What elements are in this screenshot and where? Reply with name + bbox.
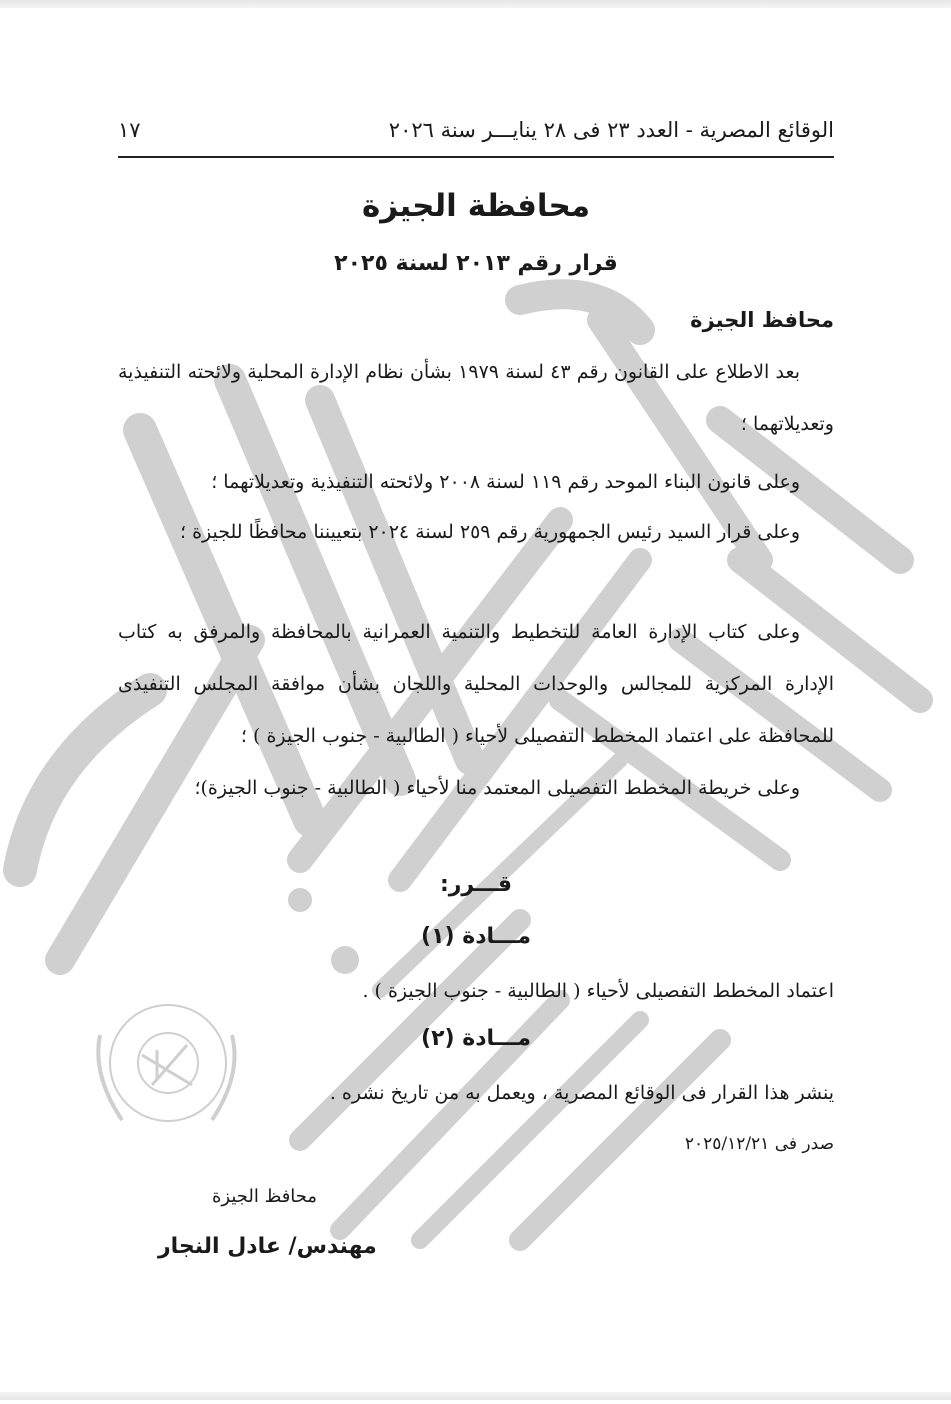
preamble-paragraph: [118, 506, 834, 558]
preamble-paragraph: [118, 606, 834, 762]
signature-name: مهندس/ عادل النجار: [158, 1234, 377, 1259]
gazette-page: [118, 0, 834, 1400]
article-2-text: ينشر هذا القرار فى الوقائع المصرية ، ويعمل به من تاريخ نشره .: [329, 1082, 834, 1104]
preamble-paragraph: [118, 346, 834, 450]
page-number: ١٧: [118, 118, 141, 142]
preamble-text: وعلى خريطة المخطط التفصيلى المعتمد منا لأحياء ( الطالبية - جنوب الجيزة)؛: [194, 777, 800, 799]
preamble-paragraph: [118, 762, 834, 814]
issuer-heading: محافظ الجيزة: [690, 308, 834, 332]
article-1-heading: مـــادة (١): [421, 924, 531, 949]
preamble-paragraph: [118, 456, 834, 508]
preamble-text: وعلى كتاب الإدارة العامة للتخطيط والتنمية العمرانية بالمحافظة والمرفق به كتاب الإدارة المركزية للمجالس والوحدات المحلية واللجان بشأن موافقة المجلس التنفيذى للمحافظة على اعتماد المخطط التفصيلى لأحياء ( الطالبية - جنوب الجيزة ) ؛: [118, 621, 834, 747]
article-1-text: اعتماد المخطط التفصيلى لأحياء ( الطالبية - جنوب الجيزة ) .: [362, 980, 834, 1002]
preamble-text: وعلى قرار السيد رئيس الجمهورية رقم ٢٥٩ لسنة ٢٠٢٤ بتعييننا محافظًا للجيزة ؛: [180, 521, 800, 543]
gazette-header: [118, 116, 834, 158]
decided-heading: قـــرر:: [439, 872, 513, 897]
authority-heading: محافظة الجيزة: [361, 188, 591, 224]
gazette-header-title: الوقائع المصرية - العدد ٢٣ فى ٢٨ ينايـــر سنة ٢٠٢٦: [388, 118, 834, 142]
issued-date: صدر فى ٢٠٢٥/١٢/٢١: [684, 1134, 834, 1154]
signature-title: محافظ الجيزة: [212, 1186, 318, 1207]
decree-title: قرار رقم ٢٠١٣ لسنة ٢٠٢٥: [334, 251, 618, 276]
article-2-heading: مـــادة (٢): [421, 1026, 531, 1051]
preamble-text: وعلى قانون البناء الموحد رقم ١١٩ لسنة ٢٠٠٨ ولائحته التنفيذية وتعديلاتهما ؛: [211, 471, 800, 493]
preamble-text: بعد الاطلاع على القانون رقم ٤٣ لسنة ١٩٧٩ بشأن نظام الإدارة المحلية ولائحته التنفيذية وتعديلاتهما ؛: [118, 361, 834, 435]
